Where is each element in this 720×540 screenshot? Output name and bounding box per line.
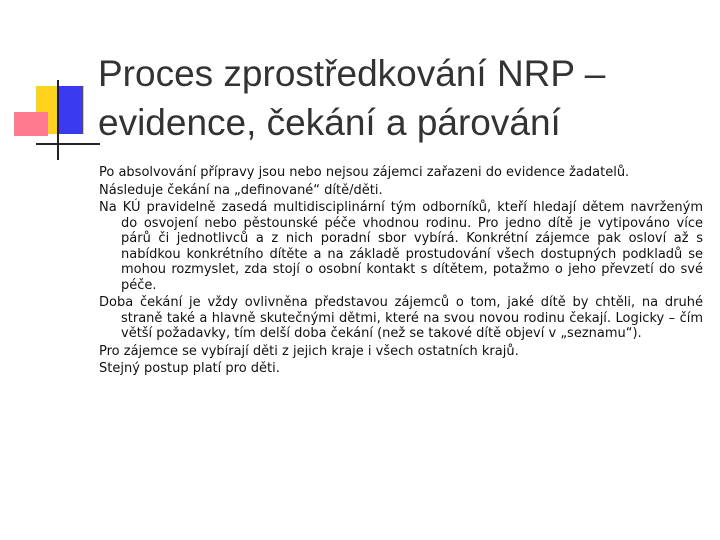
slide-title-line-1: Proces zprostředkování NRP – — [98, 52, 606, 94]
slide-body — [99, 165, 703, 379]
paragraph-evidence: Po absolvování přípravy jsou nebo nejsou zájemci zařazeni do evidence žadatelů. — [99, 165, 630, 180]
slide-title — [98, 49, 698, 147]
paragraph-kraje: Pro zájemce se vybírají děti z jejich kraje i všech ostatních krajů. — [99, 343, 519, 359]
paragraph-tym-odborniku: Na KÚ pravidelně zasedá multidisciplinární tým odborníků, kteří hledají dětem navrženým do osvojení nebo pěstounské péče vhodnou rodinu. Pro jedno dítě je vytipováno více párů či jednotlivců a z nich poradní sbor vybírá. Konkrétní zájemce pak osloví až s nabídkou konkrétního dítěte a na základě prostudování všech dostupných podkladů se mohou rozmyslet, zda stojí o osobní kontakt s dítětem, potažmo o jeho převzetí do své péče. — [99, 200, 703, 293]
decorative-squares-graphic — [0, 0, 100, 170]
slide-title-line-2: evidence, čekání a párování — [98, 101, 561, 143]
blue-square — [57, 86, 83, 134]
pink-square — [14, 112, 48, 136]
paragraph-doba-cekani: Doba čekání je vždy ovlivněna představou zájemců o tom, jaké dítě by chtěli, na druhé straně také a hlavně skutečnými dětmi, které na svou novou rodinu čekají. Logicky – čím větší požadavky, tím delší doba čekání (než se takové dítě objeví v „seznamu“). — [99, 295, 703, 341]
paragraph-postup: Stejný postup platí pro děti. — [99, 361, 280, 376]
paragraph-cekani: Následuje čekání na „definované“ dítě/děti. — [99, 182, 383, 198]
